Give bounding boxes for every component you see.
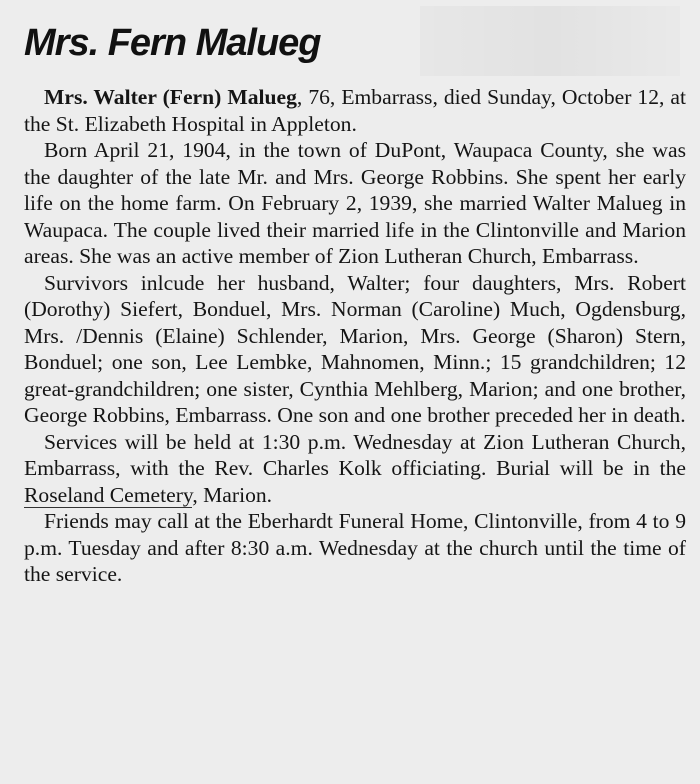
paragraph-visitation: Friends may call at the Eberhardt Funeral Home, Clintonville, from 4 to 9 p.m. Tuesday and after 8:30 a.m. Wednesday at the church until the time of the service. [24, 509, 686, 586]
paragraph-biography: Born April 21, 1904, in the town of DuPont, Waupaca County, she was the daughter of the late Mr. and Mrs. George Robbins. She spent her early life on the home farm. On February 2, 1939, she married Walter Malueg in Waupaca. The couple lived their married life in the Clintonville and Marion areas. She was an active member of Zion Lutheran Church, Embarrass. [24, 138, 686, 268]
paragraph-death-notice-text: , 76, Embarrass, died Sunday, October 12, at the St. Elizabeth Hospital in Appleton. [24, 85, 687, 136]
paragraph-death-notice [24, 84, 686, 137]
paragraph-services [24, 429, 686, 509]
paragraph-survivors: Survivors inlcude her husband, Walter; four daughters, Mrs. Robert (Dorothy) Siefert, Bonduel, Mrs. Norman (Caroline) Much, Ogdensburg, Mrs. /Dennis (Elaine) Schlender, Marion, Mrs. George (Sharon) Stern, Bonduel; one son, Lee Lembke, Mahnomen, Minn.; 15 grandchildren; 12 great-grandchildren; one sister, Cynthia Mehlberg, Marion; and one brother, George Robbins, Embarrass. One son and one brother preceded her in death. [24, 270, 686, 427]
obituary-body [24, 84, 686, 588]
cemetery-name: Roseland Cemetery [24, 482, 193, 507]
services-text-end: , Marion. [192, 482, 273, 507]
services-text: Services will be held at 1:30 p.m. Wednesday at Zion Lutheran Church, Embarrass, with the Rev. Charles Kolk officiating. Burial will be in the [24, 429, 686, 480]
lead-name: Mrs. Walter (Fern) Malueg [44, 85, 297, 109]
obituary-headline: Mrs. Fern Malueg [24, 22, 321, 64]
